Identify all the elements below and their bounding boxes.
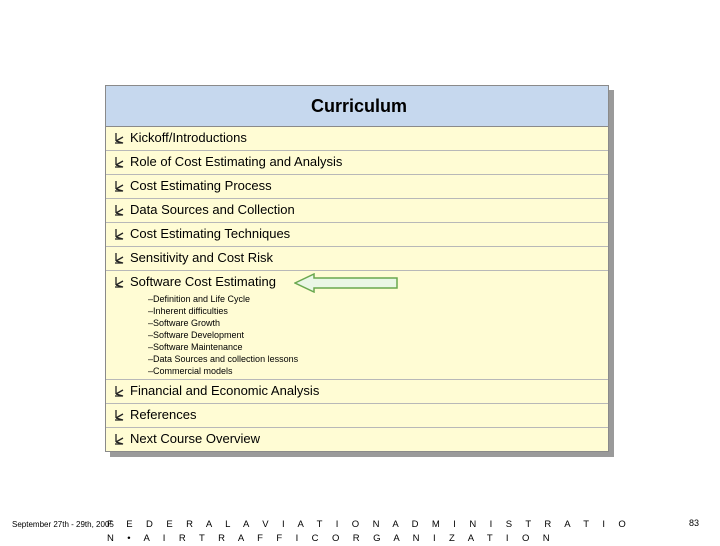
row-label: Cost Estimating Techniques — [130, 226, 291, 241]
table-row — [106, 151, 608, 175]
table-row — [106, 199, 608, 223]
curriculum-table — [105, 85, 613, 452]
subitem: –Software Development — [148, 330, 245, 340]
bullet-marker-icon — [114, 181, 124, 192]
row-label: References — [130, 407, 197, 422]
footer-organization: F E D E R A L A V I A T I O N A D M I N I S T R A T I O N • A I R T R A F F I C O R G A N I Z A T I O N — [107, 519, 632, 544]
row-label: Next Course Overview — [130, 431, 261, 446]
subitem: –Data Sources and collection lessons — [148, 354, 299, 364]
table-row — [106, 127, 608, 151]
table-header — [106, 86, 608, 127]
slide-footer — [0, 518, 720, 544]
table-row — [106, 428, 608, 451]
table-row — [106, 223, 608, 247]
left-arrow-icon — [294, 273, 398, 293]
table-row — [106, 380, 608, 404]
row-label: Cost Estimating Process — [130, 178, 272, 193]
subitem: –Definition and Life Cycle — [148, 294, 251, 304]
row-label: Data Sources and Collection — [130, 202, 295, 217]
row-label: Software Cost Estimating — [130, 274, 276, 289]
bullet-marker-icon — [114, 277, 124, 288]
subitem: –Commercial models — [148, 366, 233, 376]
curriculum-box — [105, 85, 609, 452]
bullet-marker-icon — [114, 253, 124, 264]
table-row — [106, 404, 608, 428]
row-label: Sensitivity and Cost Risk — [130, 250, 274, 265]
bullet-marker-icon — [114, 386, 124, 397]
table-row-highlighted — [106, 271, 608, 380]
subitem: –Software Maintenance — [148, 342, 243, 352]
bullet-marker-icon — [114, 157, 124, 168]
bullet-marker-icon — [114, 205, 124, 216]
table-title: Curriculum — [310, 95, 407, 116]
table-row — [106, 247, 608, 271]
row-label: Financial and Economic Analysis — [130, 383, 320, 398]
bullet-marker-icon — [114, 434, 124, 445]
bullet-marker-icon — [114, 229, 124, 240]
bullet-marker-icon — [114, 410, 124, 421]
subitem: –Inherent difficulties — [148, 306, 228, 316]
row-label: Kickoff/Introductions — [130, 130, 247, 145]
subitem-list — [148, 293, 298, 377]
bullet-marker-icon — [114, 133, 124, 144]
table-row — [106, 175, 608, 199]
page-number: 83 — [689, 518, 700, 528]
row-label: Role of Cost Estimating and Analysis — [130, 154, 343, 169]
subitem: –Software Growth — [148, 318, 221, 328]
footer-date: September 27th - 29th, 2005 — [12, 520, 114, 529]
